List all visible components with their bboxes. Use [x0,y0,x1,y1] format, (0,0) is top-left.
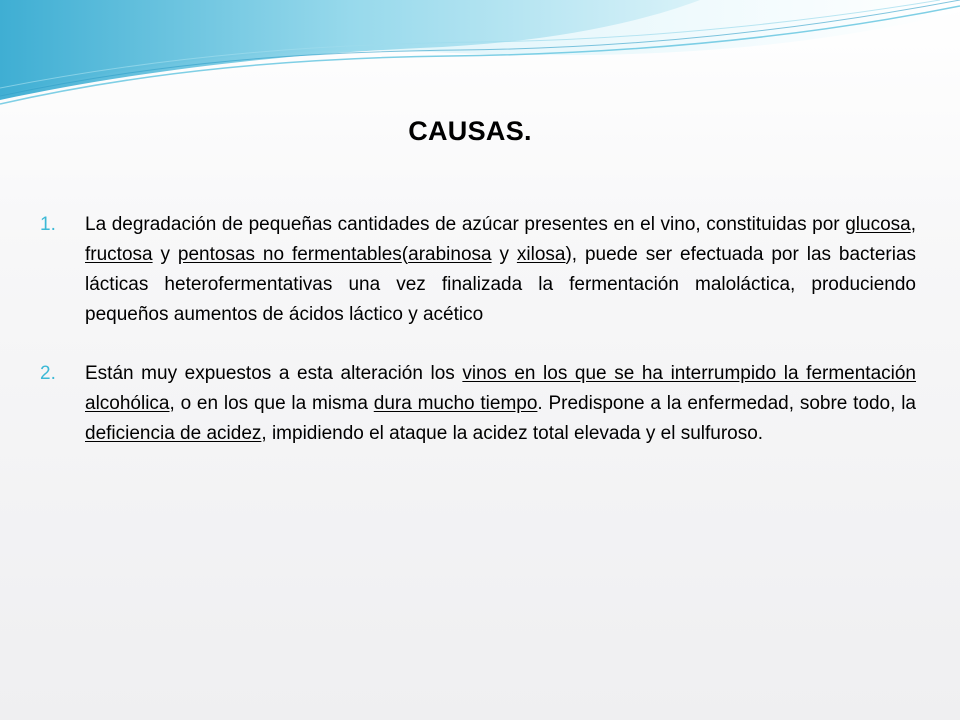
list-item [40,210,916,330]
header-wave-decoration [0,0,960,120]
list-item-number: 1. [40,214,56,235]
list-item-text: La degradación de pequeñas cantidades de azúcar presentes en el vino, constituidas por glucosa, fructosa y pentosas no fermentables(arabinosa y xilosa), puede ser efectuada por las bacterias lácticas heterofermentativas una vez finalizada la fermentación maloláctica, produciendo pequeños aumentos de ácidos láctico y acético [85,214,917,325]
list-item-text: Están muy expuestos a esta alteración los vinos en los que se ha interrumpido la fermentación alcohólica, o en los que la misma dura mucho tiempo. Predispone a la enfermedad, sobre todo, la deficiencia de acidez, impidiendo el ataque la acidez total elevada y el sulfuroso. [85,363,916,444]
list-item-number: 2. [40,363,56,384]
list-item [40,359,916,449]
slide-title: CAUSAS. [408,116,532,146]
causes-list [40,210,916,478]
